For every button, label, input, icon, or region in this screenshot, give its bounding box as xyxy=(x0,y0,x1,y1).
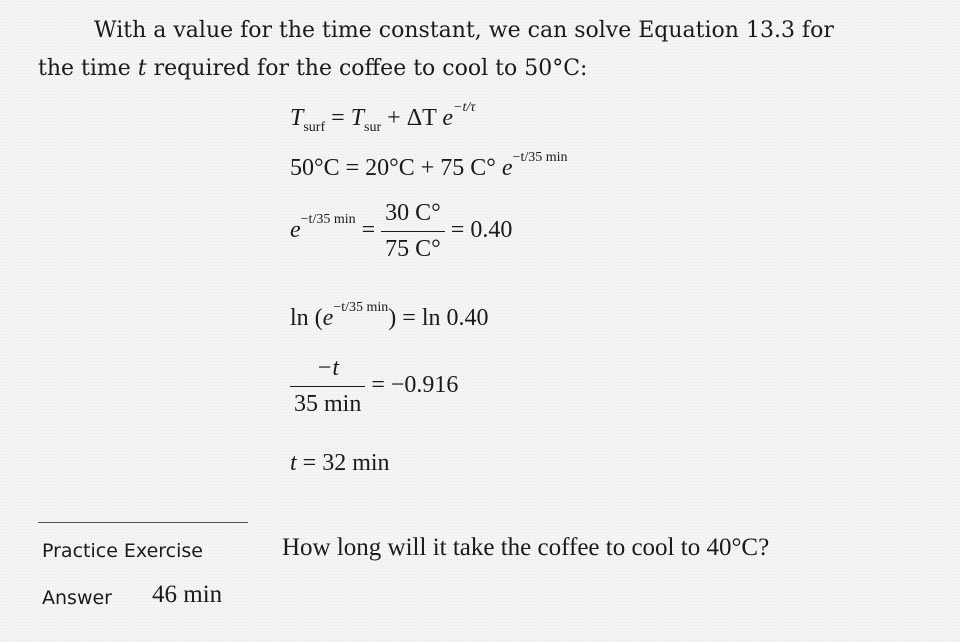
fraction-exponent: $\frac{-t}{35 \min}$ xyxy=(290,355,365,418)
answer-value: 46 min xyxy=(152,581,223,608)
answer-label: Answer xyxy=(42,587,112,609)
fraction-ratio: $\frac{30 C^\circ}{75 C^\circ}$ xyxy=(381,200,445,263)
intro-paragraph xyxy=(38,12,928,88)
equation-newton-cooling: $T_{surf} = T_{sur} + \Delta T$ $e^{-t/\tau}$ xyxy=(290,100,476,135)
practice-question: How long will it take the coffee to cool to 40°C? xyxy=(282,534,770,561)
intro-line-2: the time t required for the coffee to cool to 50°C: xyxy=(38,56,588,81)
equation-solve-exponent: $\frac{-t}{35 \min}$ = −0.916 xyxy=(290,355,458,418)
equation-result: t = 32 min xyxy=(290,450,390,476)
section-divider xyxy=(38,522,248,523)
intro-line-1: With a value for the time constant, we can solve Equation 13.3 for xyxy=(94,18,834,43)
practice-exercise-label: Practice Exercise xyxy=(42,540,203,562)
equation-substituted: 50°C = 20°C + 75 C° $e^{-t/35 min}$ xyxy=(290,150,568,181)
equation-logarithm: $\ln (e^{-t/35 min}) = \ln 0.40$ xyxy=(290,300,489,331)
equation-ratio: $e^{-t/35 min}$ = $\frac{30 C^\circ}{75 C^\circ}$ = 0.40 xyxy=(290,200,513,262)
